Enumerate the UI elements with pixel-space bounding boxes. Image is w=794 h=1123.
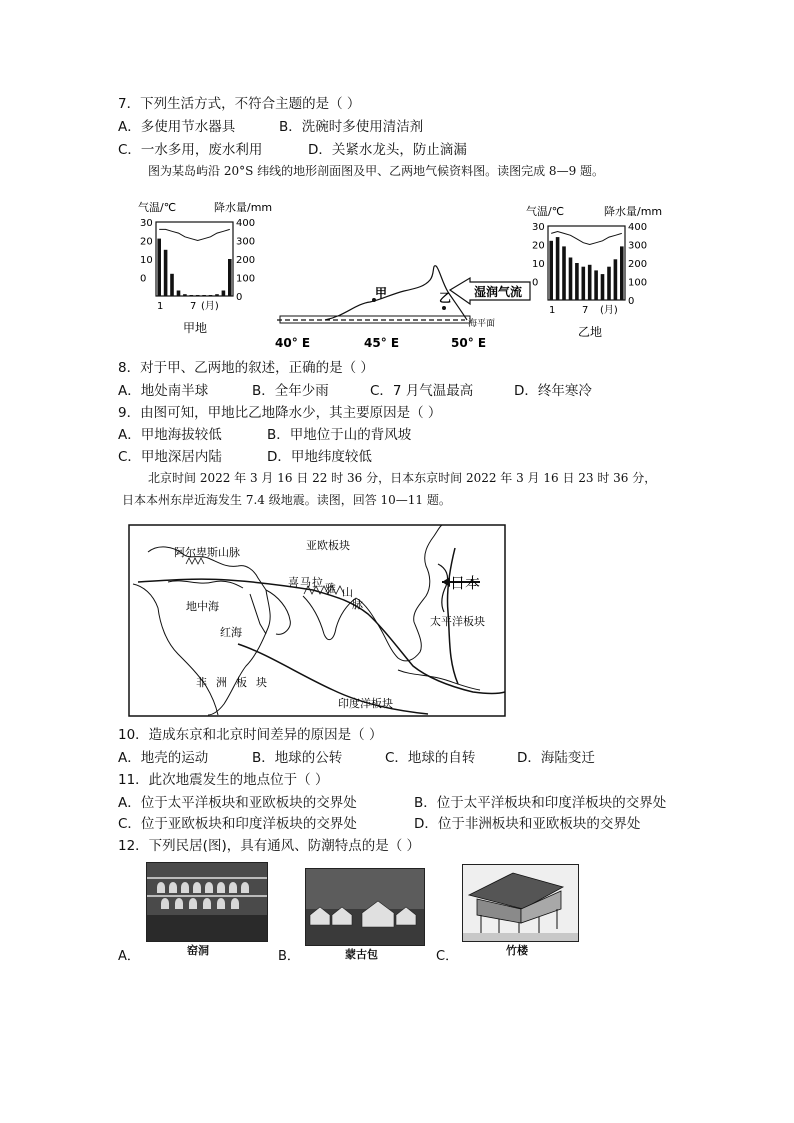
lon-50e: 50° E [451,336,487,348]
intro-10-11-line2: 日本本州东岸近海发生 7.4 级地震。读图，回答 10—11 题。 [122,493,451,507]
yi-month-1: 1 [549,305,556,316]
q9-option-c: C．甲地深居内陆 [118,449,222,465]
q7-option-b: B．洗碗时多使用清洁剂 [279,119,424,135]
label-alps: 阿尔卑斯山脉 [174,546,240,559]
q12-option-b-label: B． [278,949,300,964]
label-himalaya-6: 脉 [352,598,363,611]
yi-precip-bar [620,246,624,300]
climate-chart-yi [526,204,662,339]
q12-stem: 12．下列民居(图)，具有通风、防潮特点的是（ ） [118,838,421,854]
q7-option-a: A．多使用节水器具 [118,119,236,135]
jia-temp-tick: 30 [140,218,153,229]
caption-bamboo-house: 竹楼 [506,944,528,957]
yi-precip-tick: 300 [628,240,648,252]
yi-temp-tick: 20 [532,240,545,252]
q7-stem: 7．下列生活方式，不符合主题的是（ ） [118,96,361,112]
jia-month-1: 1 [157,301,164,312]
jia-temp-label: 气温/℃ [138,201,177,214]
terrain-profile [275,266,530,348]
jia-precip-bar [209,295,213,296]
yi-precip-tick: 0 [628,296,635,307]
yi-precip-bar [549,241,553,300]
q12-option-c-label: C． [436,949,459,964]
yi-precip-tick: 100 [628,277,648,289]
q8-option-a: A．地处南半球 [118,383,209,399]
jia-temp-tick: 20 [140,236,153,248]
label-africa-3: 板 [236,676,247,689]
caption-cave-dwelling: 窑洞 [187,944,209,957]
label-himalaya-3: 拉 [312,576,323,589]
yi-precip-bar [607,267,611,300]
q7-option-d: D．关紧水龙头，防止滴漏 [308,142,467,158]
yi-marker: 乙 [439,291,452,305]
yi-point [442,306,446,310]
q9-stem: 9．由图可知，甲地比乙地降水少，其主要原因是（ ） [118,405,442,421]
jia-month-7: 7 [190,301,197,312]
yi-caption: 乙地 [578,325,603,339]
label-africa-4: 块 [256,676,267,689]
label-red-sea: 红海 [220,626,242,639]
yi-precip-bar [582,267,586,300]
label-himalaya-5: 山 [342,586,353,599]
q9-option-b: B．甲地位于山的背风坡 [267,427,412,443]
jia-precip-bar [196,295,200,296]
yi-temperature-line [551,232,622,245]
jia-precip-tick: 100 [236,273,256,285]
label-mediterranean: 地中海 [186,600,219,613]
jia-precip-bar [164,250,168,296]
yi-precip-tick: 200 [628,259,648,270]
q11-option-c: C．位于亚欧板块和印度洋板块的交界处 [118,816,357,832]
jia-precip-bar [190,295,194,296]
q10-stem: 10．造成东京和北京时间差异的原因是（ ） [118,727,383,743]
q9-option-d: D．甲地纬度较低 [267,449,372,465]
jia-plot-frame [156,222,233,296]
jia-precip-tick: 400 [236,218,256,229]
label-japan: 日本 [450,574,481,592]
photo-cave-dwelling [146,862,268,942]
yi-precip-bar [556,237,560,300]
jia-precip-bar [157,239,161,296]
yi-precip-bar [614,259,618,300]
jia-marker: 甲 [375,286,388,300]
q8-option-c: C．7 月气温最高 [370,383,474,399]
q7-option-c: C．一水多用，废水利用 [118,142,263,158]
yi-precip-tick: 400 [628,222,648,233]
jia-precip-bar [228,259,232,296]
label-eurasian-plate: 亚欧板块 [306,539,350,552]
yi-temp-tick: 0 [532,277,539,289]
photo-mongolian-yurt [305,868,425,946]
intro-10-11-line1: 北京时间 2022 年 3 月 16 日 22 时 36 分，日本东京时间 2022 年 3 月 16 日 23 时 36 分， [148,471,657,485]
jia-temp-tick: 0 [140,273,147,285]
airflow-label: 湿润气流 [474,285,523,299]
q8-option-d: D．终年寒冷 [514,383,592,399]
jia-precip-bar [215,294,219,296]
yi-temp-tick: 30 [532,222,545,233]
jia-precip-tick: 0 [236,292,243,303]
label-africa-2: 洲 [216,676,227,689]
jia-precip-tick: 200 [236,255,256,266]
yi-precip-bar [601,274,605,300]
yi-month-unit: (月) [600,305,618,316]
yi-plot-frame [548,226,625,300]
jia-precip-bar [183,294,187,296]
lon-45e: 45° E [364,336,400,348]
sea-level-label: 海平面 [468,319,496,329]
yi-precip-bar [588,265,592,300]
label-himalaya-1: 喜 [288,576,299,589]
jia-temp-tick: 10 [140,255,153,266]
yi-precip-label: 降水量/mm [604,205,663,218]
plate-map [128,524,506,717]
q11-option-d: D．位于非洲板块和亚欧板块的交界处 [414,816,641,832]
yi-precip-bar [562,246,566,300]
q8-option-b: B．全年少雨 [252,383,329,399]
q12-option-a-label: A． [118,949,140,964]
jia-caption: 甲地 [183,321,208,335]
label-africa-1: 非 [196,676,207,689]
figure-climate-profile [130,196,670,348]
label-indian-plate: 印度洋板块 [338,697,393,710]
q8-stem: 8．对于甲、乙两地的叙述，正确的是（ ） [118,360,374,376]
yi-temp-tick: 10 [532,259,545,270]
q10-option-b: B．地球的公转 [252,750,343,766]
jia-precip-bar [170,274,174,296]
label-himalaya-4: 雅 [325,582,336,595]
q9-option-a: A．甲地海拔较低 [118,427,222,443]
jia-precip-bar [202,295,206,296]
yi-precip-bar [569,258,573,301]
jia-precip-label: 降水量/mm [214,201,273,214]
q10-option-c: C．地球的自转 [385,750,476,766]
label-himalaya-2: 马 [300,576,311,589]
intro-8-9: 图为某岛屿沿 20°S 纬线的地形剖面图及甲、乙两地气候资料图。读图完成 8—9 题。 [148,164,605,178]
q11-option-a: A．位于太平洋板块和亚欧板块的交界处 [118,795,357,811]
climate-chart-jia [138,200,272,335]
yi-month-7: 7 [582,305,589,316]
label-pacific-plate: 太平洋板块 [430,615,485,628]
jia-temperature-line [159,229,230,240]
photo-bamboo-house [462,864,579,942]
jia-precip-bar [177,291,181,297]
jia-precip-bar [222,291,226,297]
q10-option-d: D．海陆变迁 [517,750,595,766]
caption-mongolian-yurt: 蒙古包 [345,948,378,961]
jia-precip-tick: 300 [236,236,256,248]
q11-option-b: B．位于太平洋板块和印度洋板块的交界处 [414,795,667,811]
jia-month-unit: (月) [201,301,219,312]
q10-option-a: A．地壳的运动 [118,750,209,766]
lon-40e: 40° E [275,336,311,348]
yi-precip-bar [594,270,598,300]
q11-stem: 11．此次地震发生的地点位于（ ） [118,772,329,788]
yi-precip-bar [575,263,579,300]
yi-temp-label: 气温/℃ [526,205,565,218]
